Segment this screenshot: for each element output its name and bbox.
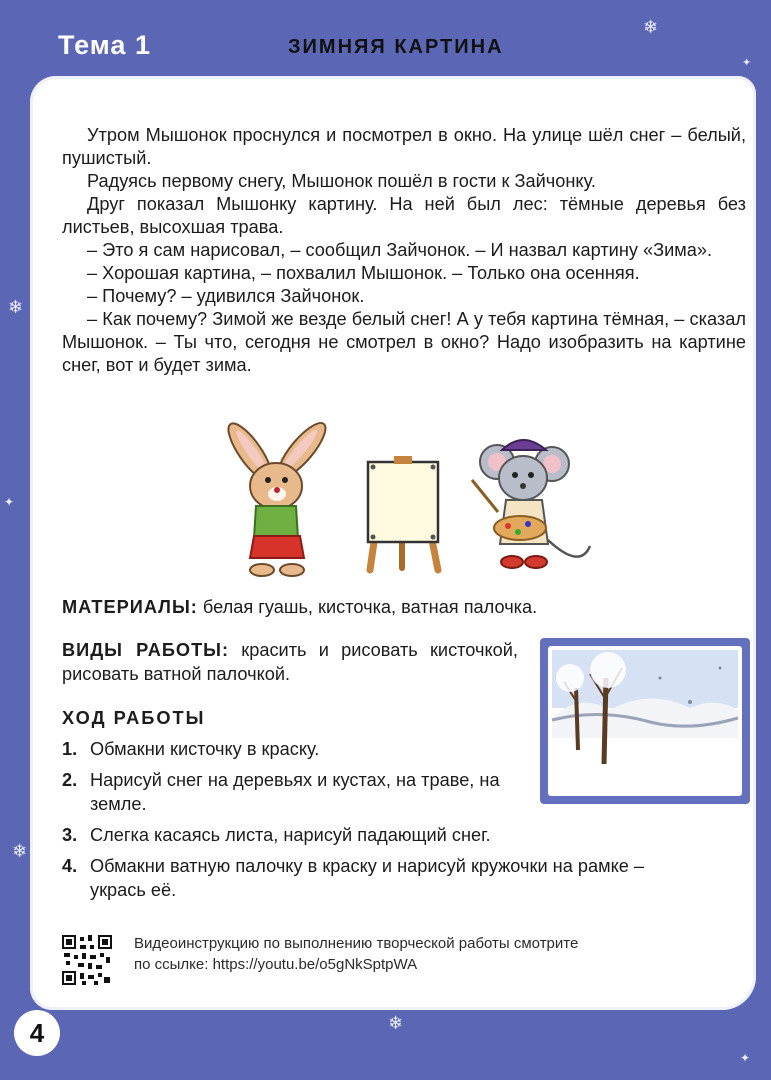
step-number: 3. [62, 825, 78, 845]
list-item [62, 737, 692, 761]
snowflake-icon: ❄ [8, 297, 24, 317]
snowflake-icon: ❄ [388, 1013, 404, 1033]
story-paragraph: – Хорошая картина, – похвалил Мышонок. – Только она осенняя. [87, 263, 640, 283]
step-text: Нарисуй снег на деревьях и кустах, на траве, на земле. [90, 770, 500, 814]
page-number: 4 [14, 1010, 60, 1056]
step-text: Обмакни кисточку в краску. [90, 739, 320, 759]
list-item [62, 854, 692, 902]
easel-illustration [368, 456, 438, 570]
story-paragraph: – Почему? – удивился Зайчонок. [87, 286, 365, 306]
list-item [62, 768, 518, 816]
materials-label: МАТЕРИАЛЫ: [62, 597, 198, 617]
materials [62, 595, 537, 619]
bunny-illustration [221, 420, 332, 576]
page-title: ЗИМНЯЯ КАРТИНА [288, 36, 504, 58]
list-item [62, 823, 692, 847]
video-instruction [134, 933, 714, 975]
story-paragraph: Радуясь первому снегу, Мышонок пошёл в гости к Зайчонку. [87, 171, 596, 191]
video-instruction-link[interactable]: по ссылке: https://youtu.be/o5gNkSptpWA [134, 956, 418, 973]
work-types [62, 638, 518, 686]
procedure-title: ХОД РАБОТЫ [62, 708, 206, 728]
snowflake-icon: ✦ [740, 1051, 751, 1065]
story-paragraph: Друг показал Мышонку картину. На ней был лес: тёмные деревья без листьев, высохшая трава. [62, 194, 746, 237]
step-text: Слегка касаясь листа, нарисуй падающий снег. [90, 825, 491, 845]
step-number: 4. [62, 856, 78, 876]
qr-code-icon[interactable] [62, 934, 112, 986]
story-paragraph: Утром Мышонок проснулся и посмотрел в окно. На улице шёл снег – белый, пушистый. [62, 125, 746, 168]
story-paragraph: – Как почему? Зимой же везде белый снег! А у тебя картина тёмная, – сказал Мышонок. – Ты что, сегодня не смотрел в окно? Надо изобразить на картине снег, вот и будет зима. [62, 309, 746, 375]
work-types-text: красить и рисовать кисточкой, рисовать ватной палочкой. [62, 640, 518, 684]
story-paragraph: – Это я сам нарисовал, – сообщил Зайчонок. – И назвал картину «Зима». [87, 240, 713, 260]
step-number: 2. [62, 770, 78, 790]
snowflake-icon: ❄ [643, 17, 659, 37]
mouse-illustration [472, 440, 590, 568]
snowflake-icon: ✦ [742, 57, 752, 69]
story-text [62, 124, 746, 377]
step-text: Обмакни ватную палочку в краску и нарисуй кружочки на рамке – укрась её. [90, 856, 645, 900]
snowflake-icon: ✦ [4, 495, 15, 509]
work-types-label: ВИДЫ РАБОТЫ: [62, 640, 230, 660]
story-illustration [210, 420, 600, 585]
snowflake-icon: ❄ [12, 841, 28, 861]
procedure-steps [62, 737, 692, 909]
step-number: 1. [62, 739, 78, 759]
video-instruction-line: Видеоинструкцию по выполнению творческой работы смотрите [134, 935, 579, 952]
topic-label: Тема 1 [58, 30, 151, 60]
materials-text: белая гуашь, кисточка, ватная палочка. [202, 597, 538, 617]
